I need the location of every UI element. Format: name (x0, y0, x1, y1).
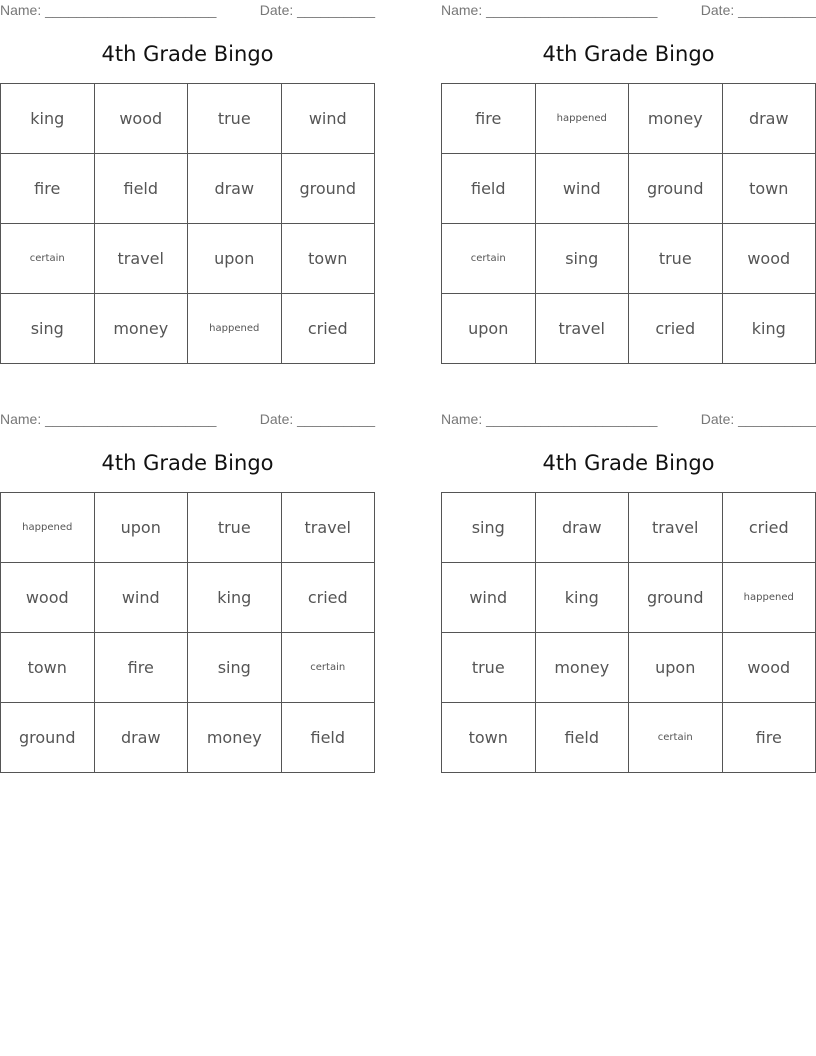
bingo-cell: fire (94, 633, 188, 703)
card-title: 4th Grade Bingo (101, 42, 274, 66)
grid-row (442, 154, 816, 224)
grid-row (1, 633, 375, 703)
bingo-cell: town (1, 633, 95, 703)
bingo-cell: king (722, 294, 816, 364)
name-date-row (441, 0, 816, 20)
bingo-cell: sing (442, 493, 536, 563)
bingo-cell: certain (281, 633, 375, 703)
grid-row (442, 563, 816, 633)
bingo-cell: draw (535, 493, 629, 563)
bingo-cell: true (442, 633, 536, 703)
grid-row (442, 703, 816, 773)
bingo-cell: cried (722, 493, 816, 563)
bingo-cell: fire (1, 154, 95, 224)
bingo-cell: wind (442, 563, 536, 633)
bingo-cell: upon (442, 294, 536, 364)
bingo-cell: upon (629, 633, 723, 703)
bingo-cell: money (535, 633, 629, 703)
bingo-cell: true (629, 224, 723, 294)
bingo-cell: certain (1, 224, 95, 294)
date-line: Date: __________ (700, 411, 816, 427)
bingo-cell: sing (535, 224, 629, 294)
card-title: 4th Grade Bingo (101, 451, 274, 475)
grid-row (1, 154, 375, 224)
bingo-cell: draw (188, 154, 282, 224)
bingo-cell: happened (535, 84, 629, 154)
name-line: Name: ______________________ (441, 411, 658, 427)
bingo-cell: sing (1, 294, 95, 364)
bingo-cell: king (535, 563, 629, 633)
bingo-cell: fire (442, 84, 536, 154)
bingo-cell: certain (629, 703, 723, 773)
bingo-cell: town (442, 703, 536, 773)
bingo-cell: draw (722, 84, 816, 154)
bingo-cell: town (722, 154, 816, 224)
bingo-cell: cried (281, 563, 375, 633)
bingo-card-4 (441, 409, 816, 747)
card-title: 4th Grade Bingo (542, 42, 715, 66)
grid-row (442, 224, 816, 294)
grid-row (442, 493, 816, 563)
bingo-cell: draw (94, 703, 188, 773)
card-title: 4th Grade Bingo (542, 451, 715, 475)
bingo-grid (0, 83, 375, 364)
bingo-cell: travel (629, 493, 723, 563)
bingo-card-2 (441, 0, 816, 338)
bingo-cell: true (188, 493, 282, 563)
bingo-cell: cried (281, 294, 375, 364)
bingo-cell: ground (629, 154, 723, 224)
grid-row (1, 84, 375, 154)
bingo-cell: cried (629, 294, 723, 364)
bingo-cell: wind (535, 154, 629, 224)
date-line: Date: __________ (700, 2, 816, 18)
bingo-cell: happened (1, 493, 95, 563)
bingo-cell: wind (94, 563, 188, 633)
bingo-cell: wind (281, 84, 375, 154)
bingo-cell: wood (722, 633, 816, 703)
bingo-cell: travel (535, 294, 629, 364)
bingo-grid (0, 492, 375, 773)
bingo-cell: upon (188, 224, 282, 294)
bingo-cell: travel (281, 493, 375, 563)
bingo-cell: true (188, 84, 282, 154)
bingo-cell: sing (188, 633, 282, 703)
bingo-cell: wood (1, 563, 95, 633)
bingo-card-3 (0, 409, 375, 747)
bingo-grid (441, 492, 816, 773)
bingo-cell: field (442, 154, 536, 224)
date-line: Date: __________ (259, 411, 375, 427)
bingo-cell: upon (94, 493, 188, 563)
bingo-cell: wood (722, 224, 816, 294)
name-date-row (0, 0, 375, 20)
bingo-card-1 (0, 0, 375, 338)
grid-row (442, 633, 816, 703)
bingo-cell: ground (1, 703, 95, 773)
grid-row (1, 493, 375, 563)
name-date-row (441, 409, 816, 429)
grid-row (1, 703, 375, 773)
bingo-cell: town (281, 224, 375, 294)
grid-row (1, 224, 375, 294)
bingo-cell: ground (281, 154, 375, 224)
bingo-cell: money (188, 703, 282, 773)
bingo-cell: money (94, 294, 188, 364)
grid-row (1, 294, 375, 364)
bingo-grid (441, 83, 816, 364)
bingo-cell: fire (722, 703, 816, 773)
bingo-cell: money (629, 84, 723, 154)
bingo-cell: king (1, 84, 95, 154)
bingo-cell: certain (442, 224, 536, 294)
bingo-cell: happened (188, 294, 282, 364)
bingo-cell: king (188, 563, 282, 633)
name-line: Name: ______________________ (441, 2, 658, 18)
name-date-row (0, 409, 375, 429)
name-line: Name: ______________________ (0, 2, 217, 18)
date-line: Date: __________ (259, 2, 375, 18)
bingo-cell: happened (722, 563, 816, 633)
grid-row (442, 84, 816, 154)
bingo-cell: wood (94, 84, 188, 154)
grid-row (1, 563, 375, 633)
bingo-cell: field (94, 154, 188, 224)
name-line: Name: ______________________ (0, 411, 217, 427)
bingo-cell: field (535, 703, 629, 773)
grid-row (442, 294, 816, 364)
bingo-cell: travel (94, 224, 188, 294)
bingo-cell: ground (629, 563, 723, 633)
bingo-cell: field (281, 703, 375, 773)
